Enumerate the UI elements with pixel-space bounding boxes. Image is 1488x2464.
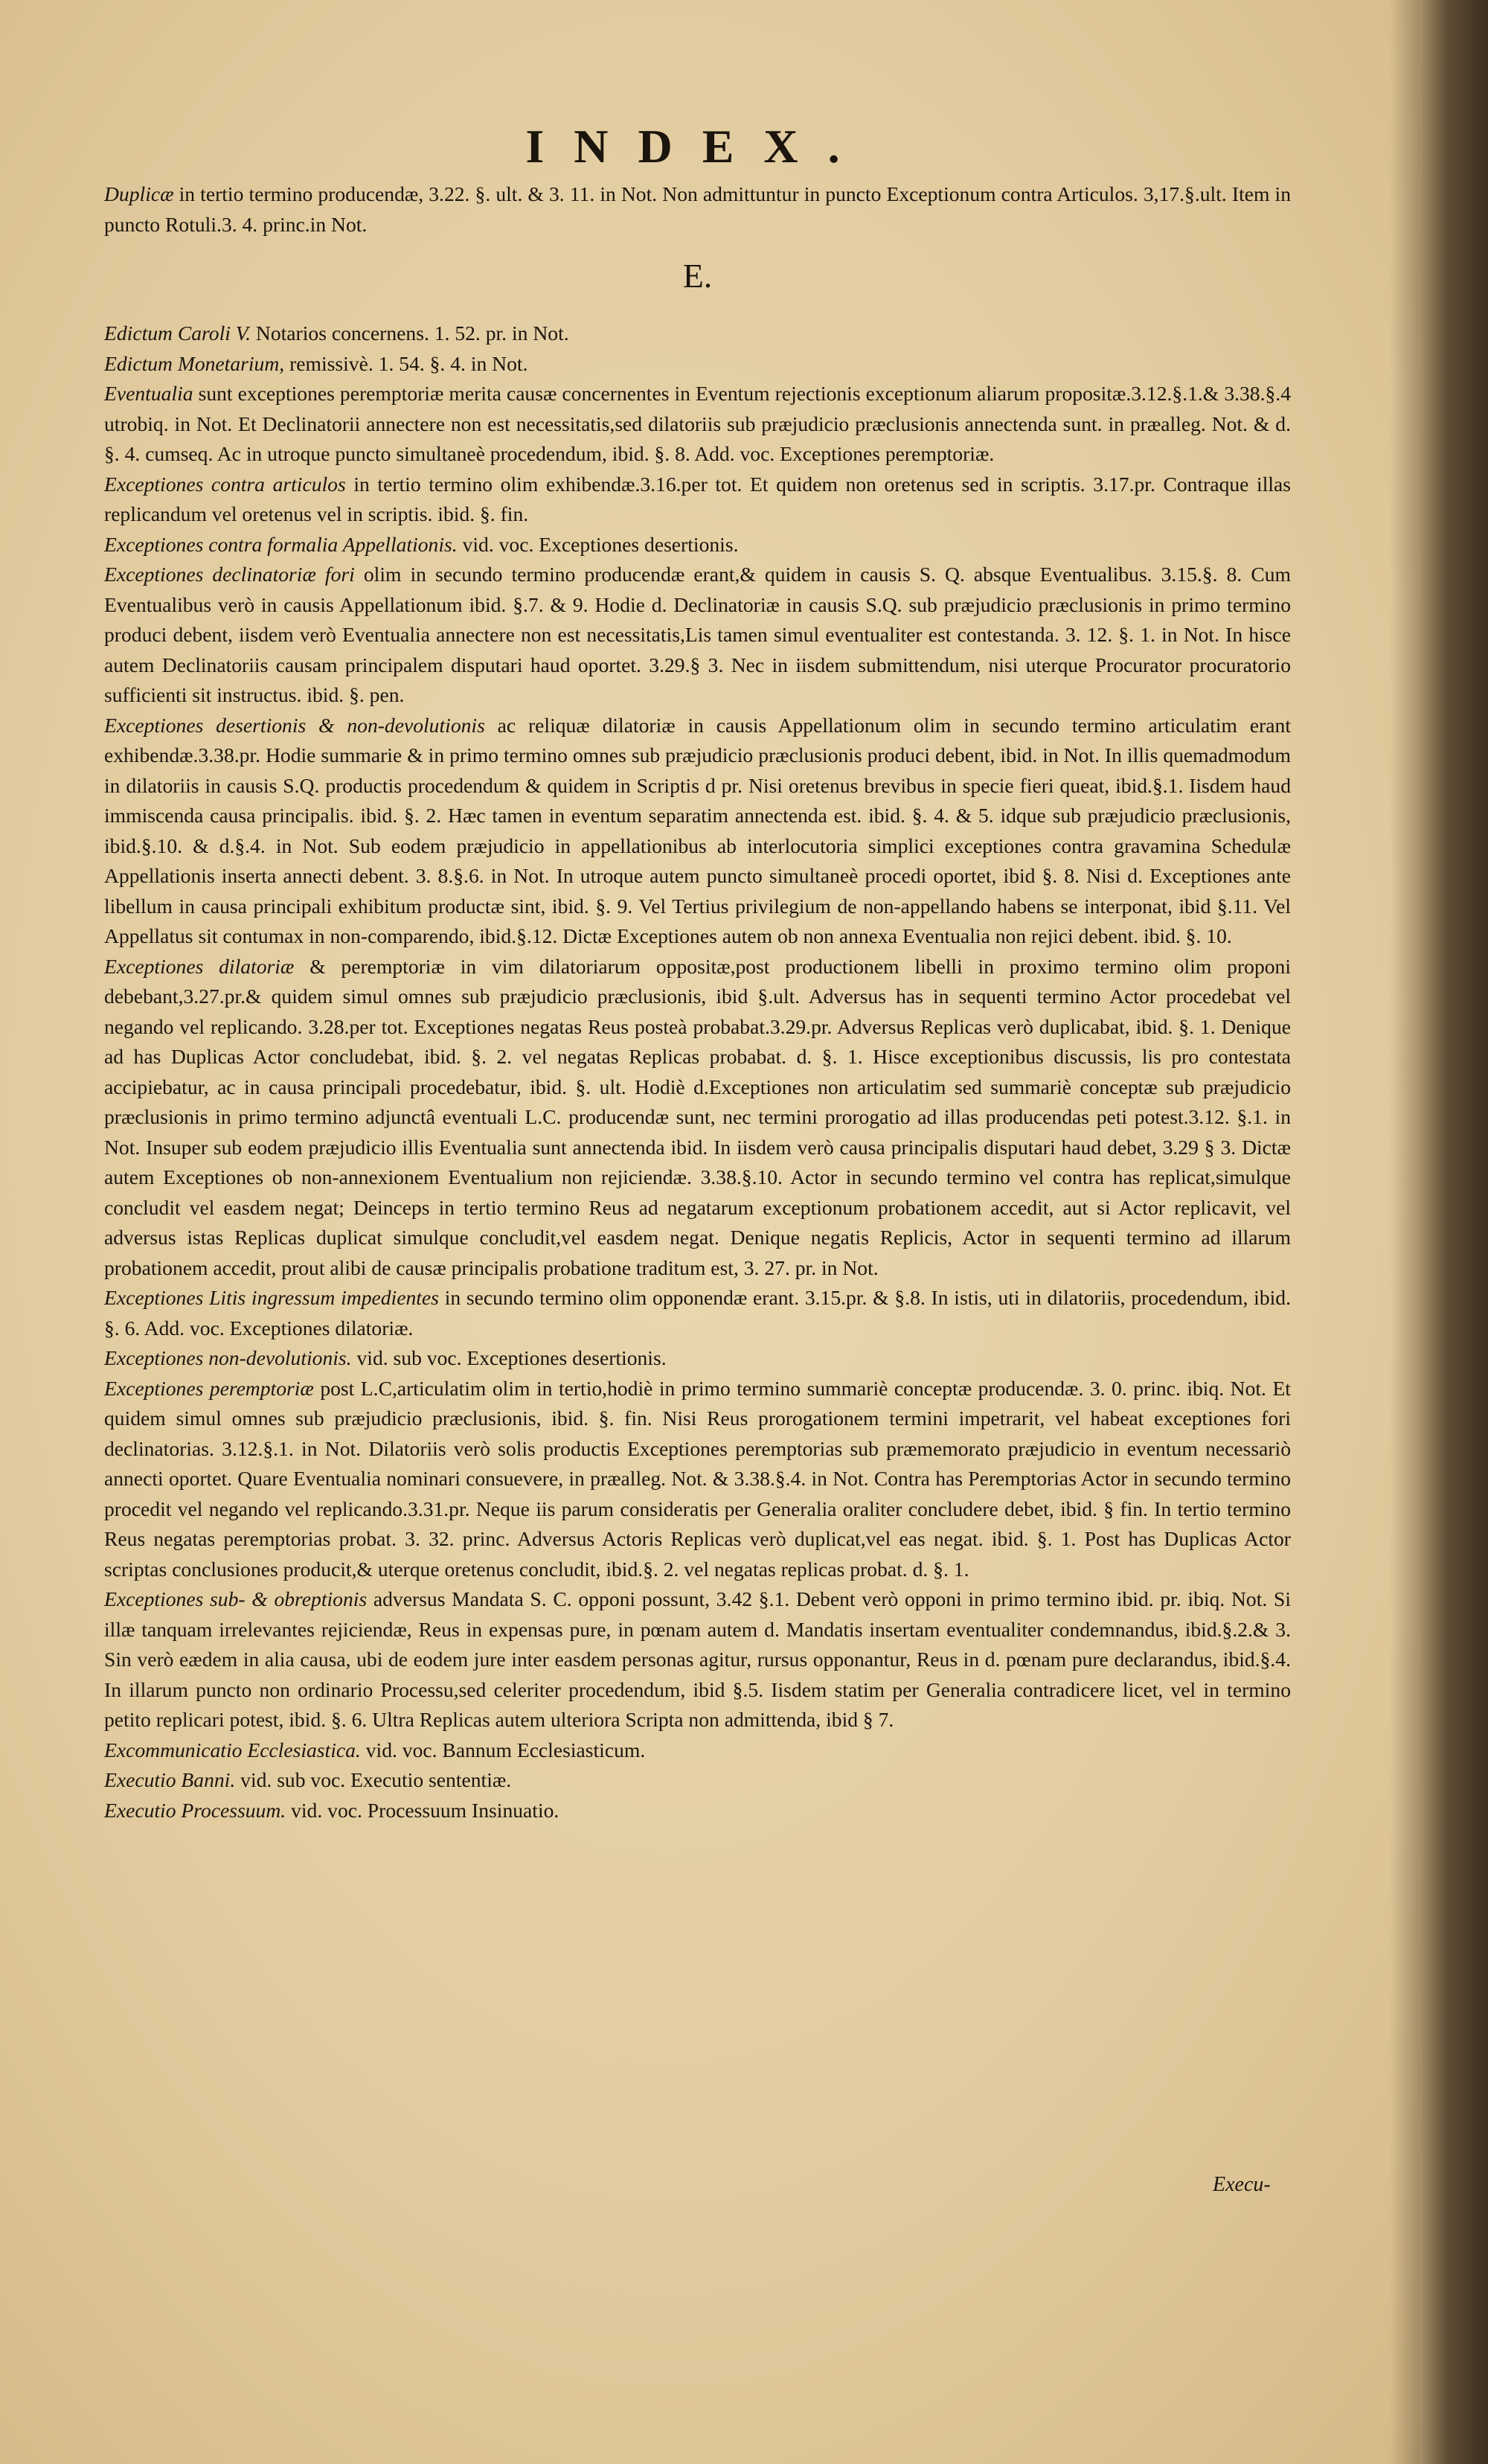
index-entry-duplicae — [104, 179, 1291, 240]
index-entry — [104, 1796, 1291, 1826]
entry-headword: Duplicæ — [104, 182, 174, 205]
index-entry — [104, 1735, 1291, 1766]
entry-text: Notarios concernens. 1. 52. pr. in Not. — [255, 321, 569, 345]
entry-headword: Exceptiones non-devolutionis. — [104, 1346, 352, 1369]
entry-text: vid. voc. Exceptiones desertionis. — [462, 532, 739, 556]
catchword: Execu- — [1213, 2173, 1271, 2196]
entry-headword: Exceptiones desertionis & non-devolutionis — [104, 713, 485, 737]
entry-text: vid. sub voc. Exceptiones desertionis. — [356, 1346, 667, 1369]
section-letter: E. — [682, 257, 713, 295]
index-entries — [104, 319, 1291, 1825]
entry-text: & peremptoriæ in vim dilatoriarum oppositæ,post productionem libelli in proximo termino olim proponi debebant,3.27.pr.& quidem simul omnes sub præjudicio præclusionis, ibid §.ult. Adversus has in sequenti termino Actor procedebat vel negando vel replicando. 3.28.per tot. Exceptiones negatas Reus posteà probabat.3.29.pr. Adversus Replicas verò duplicabat, ibid. §. 1. Denique ad has Duplicas Actor concludebat, ibid. §. 2. vel negatas Replicas probabat. d. §. 1. Hisce exceptionibus discussis, lis pro contestata accipiebatur, ac in causa principali procedebatur, ibid. §. ult. Hodiè d.Exceptiones non articulatim sed summariè conceptæ sub præjudicio præclusionis in primo termino adjunctâ eventuali L.C. producendæ sunt, nec termini prorogatio ad illas producendas peti potest.3.12. §.1. in Not. Insuper sub eodem præjudicio illis Eventualia sunt annectenda ibid. In iisdem verò causa principalis disputari haud debet, 3.29 § 3. Dictæ autem Exceptiones ob non-annexionem Eventualium non rejiciendæ. 3.38.§.10. Actor in secundo termino vel contra has replicat,simulque concludit vel easdem negat; Deinceps in tertio termino Reus ad negatarum exceptionum probationem accedit, aut si Actor replicavit, vel adversus istas Replicas duplicat simulque concludit,vel easdem negat. Denique negatis Replicis, Actor in sequenti termino ad illarum probationem accedit, prout alibi de causæ principalis probatione traditum est, 3. 27. pr. in Not. — [104, 954, 1292, 1279]
entry-headword: Executio Banni. — [104, 1768, 236, 1791]
index-entry — [104, 1765, 1291, 1796]
entry-headword: Eventualia — [104, 382, 193, 405]
index-entry — [104, 470, 1291, 530]
index-entry — [104, 530, 1291, 560]
entry-text: in secundo termino olim opponendæ erant. 3.15.pr. & §.8. In istis, uti in dilatoriis, procedendum, ibid. §. 6. Add. voc. Exceptiones dilatoriæ. — [104, 1286, 1291, 1340]
entry-text: vid. voc. Processuum Insinuatio. — [291, 1798, 559, 1822]
page-title: INDEX. — [525, 120, 870, 173]
index-entry — [104, 319, 1291, 349]
index-entry — [104, 1584, 1291, 1735]
entry-text: vid. sub voc. Executio sententiæ. — [240, 1768, 512, 1791]
entry-text: in tertio termino producendæ, 3.22. §. ult. & 3. 11. in Not. Non admittuntur in puncto Exceptionum contra Articulos. 3,17.§.ult. Item in puncto Rotuli.3. 4. princ.in Not. — [104, 182, 1291, 236]
book-spine — [1420, 0, 1488, 2464]
entry-text: adversus Mandata S. C. opponi possunt, 3.42 §.1. Debent verò opponi in primo termino ibid. pr. ibiq. Not. Si illæ tanquam irrelevantes rejiciendæ, Reus in expensas pure, in pœnam autem d. Mandatis insertam eventualiter condemnandus, ibid.§.2.& 3. Sin verò eædem in alia causa, ubi de eodem jure inter easdem personas agitur, rursus opponantur, Reus in d. pœnam pure declarandus, ibid.§.4. In illarum puncto non ordinario Processu,sed celeriter procedendum, ibid §.5. Iisdem statim per Generalia contradicere licet, vel in termino petito replicari potest, ibid. §. 6. Ultra Replicas autem ulteriora Scripta non admittenda, ibid § 7. — [104, 1587, 1292, 1731]
index-entry — [104, 1374, 1291, 1585]
gutter-shadow — [1390, 0, 1420, 2464]
entry-headword: Exceptiones declinatoriæ fori — [104, 563, 355, 586]
entry-headword: Executio Processuum. — [104, 1798, 286, 1822]
entry-headword: Exceptiones sub- & obreptionis — [104, 1587, 368, 1610]
entry-headword: Exceptiones peremptoriæ — [104, 1376, 314, 1400]
index-content — [104, 120, 1292, 1825]
entry-text: ac reliquæ dilatoriæ in causis Appellationum olim in secundo termino articulatim erant exhibendæ.3.38.pr. Hodie summarie & in primo termino omnes sub præjudicio præclusionis produci debent, ibid. in Not. In illis quemadmodum in dilatoriis in causis S.Q. productis procedendum & quidem in Scriptis d pr. Nisi oretenus brevibus in specie fieri queat, ibid.§.1. Iisdem haud immiscenda causa principalis. ibid. §. 2. Hæc tamen in eventum separatim annectenda est. ibid. §. 4. & 5. idque sub præjudicio præclusionis, ibid.§.10. & d.§.4. in Not. Sub eodem præjudicio in appellationibus ab interlocutoria simplici exceptiones contra gravamina Schedulæ Appellationis inserta annecti debent. 3. 8.§.6. in Not. In utroque autem puncto simultaneè procedi oportet, ibid §. 8. Nisi d. Exceptiones ante libellum in causa principali exhibitum productæ sint, ibid. §. 9. Vel Tertius privilegium de non-appellando habens se interponat, ibid §.11. Vel Appellatus sit contumax in non-comparendo, ibid.§.12. Dictæ Exceptiones autem ob non annexa Eventualia non rejici debent. ibid. §. 10. — [104, 713, 1291, 947]
entry-text: in tertio termino olim exhibendæ.3.16.per tot. Et quidem non oretenus sed in scriptis. 3.17.pr. Contraque illas replicandum vel oretenus vel in scriptis. ibid. §. fin. — [104, 472, 1292, 525]
entry-text: post L.C,articulatim olim in tertio,hodiè in primo termino summariè conceptæ producendæ. 3. 0. princ. ibiq. Not. Et quidem simul omnes sub præjudicio præclusionis, ibid. §. fin. Nisi Reus prorogationem termini impetrarit, vel habeat exceptiones fori declinatorias. 3.12.§.1. in Not. Dilatoriis verò solis productis Exceptiones peremptorias sub præmemorato præjudicio in eventum necessariò annecti oportet. Quare Eventualia nominari consuevere, in præalleg. Not. & 3.38.§.4. in Not. Contra has Peremptorias Actor in secundo termino procedit vel negando vel replicando.3.31.pr. Neque iis parum consideratis per Generalia oraliter concludere debet, ibid. § fin. In tertio termino Reus negatas peremptorias probat. 3. 32. princ. Adversus Actoris Replicas verò duplicat,vel eas negat. ibid. §. 1. Post has Duplicas Actor scriptas conclusiones producit,& uterque oretenus concludit, ibid.§. 2. vel negatas replicas probat. d. §. 1. — [104, 1376, 1291, 1581]
entry-headword: Exceptiones contra formalia Appellationis. — [104, 532, 458, 556]
entry-text: remissivè. 1. 54. §. 4. in Not. — [289, 351, 528, 375]
entry-text: sunt exceptiones peremptoriæ merita causæ concernentes in Eventum rejectionis exceptionum aliarum propositæ.3.12.§.1.& 3.38.§.4 utrobiq. in Not. Et Declinatorii annectere non est necessitatis,sed dilatoriis sub præjudicio præclusionis annectenda sunt. in præalleg. Not. & d. §. 4. cumseq. Ac in utroque puncto simultaneè procedendum, ibid. §. 8. Add. voc. Exceptiones peremptoriæ. — [104, 382, 1291, 465]
entry-headword: Exceptiones Litis ingressum impedientes — [104, 1286, 439, 1309]
entry-headword: Edictum Monetarium, — [104, 351, 285, 375]
index-entry — [104, 1343, 1291, 1374]
index-entry — [104, 379, 1291, 470]
entry-headword: Exceptiones contra articulos — [104, 472, 346, 496]
index-entry — [104, 1283, 1291, 1343]
entry-headword: Exceptiones dilatoriæ — [104, 954, 295, 978]
index-entry — [104, 711, 1291, 952]
index-entry — [104, 560, 1291, 711]
index-entry — [104, 349, 1291, 380]
entry-headword: Excommunicatio Ecclesiastica. — [104, 1738, 361, 1761]
entry-text: vid. voc. Bannum Ecclesiasticum. — [365, 1738, 646, 1761]
index-entry — [104, 952, 1291, 1284]
entry-text: olim in secundo termino producendæ erant,& quidem in causis S. Q. absque Eventualibus. 3.15.§. 8. Cum Eventualibus verò in causis Appellationum ibid. §.7. & 9. Hodie d. Declinatoriæ in causis S.Q. sub præjudicio præclusionis in primo termino produci debent, iisdem verò Eventualia annectere non est necessitatis,Lis tamen simul eventualiter est contestanda. 3. 12. §. 1. in Not. In hisce autem Declinatoriis causam principalem disputari haud oportet. 3.29.§ 3. Nec in iisdem submittendum, nisi uterque Procurator procuratorio sufficienti sit instructus. ibid. §. pen. — [104, 563, 1292, 706]
entry-headword: Edictum Caroli V. — [104, 321, 251, 345]
